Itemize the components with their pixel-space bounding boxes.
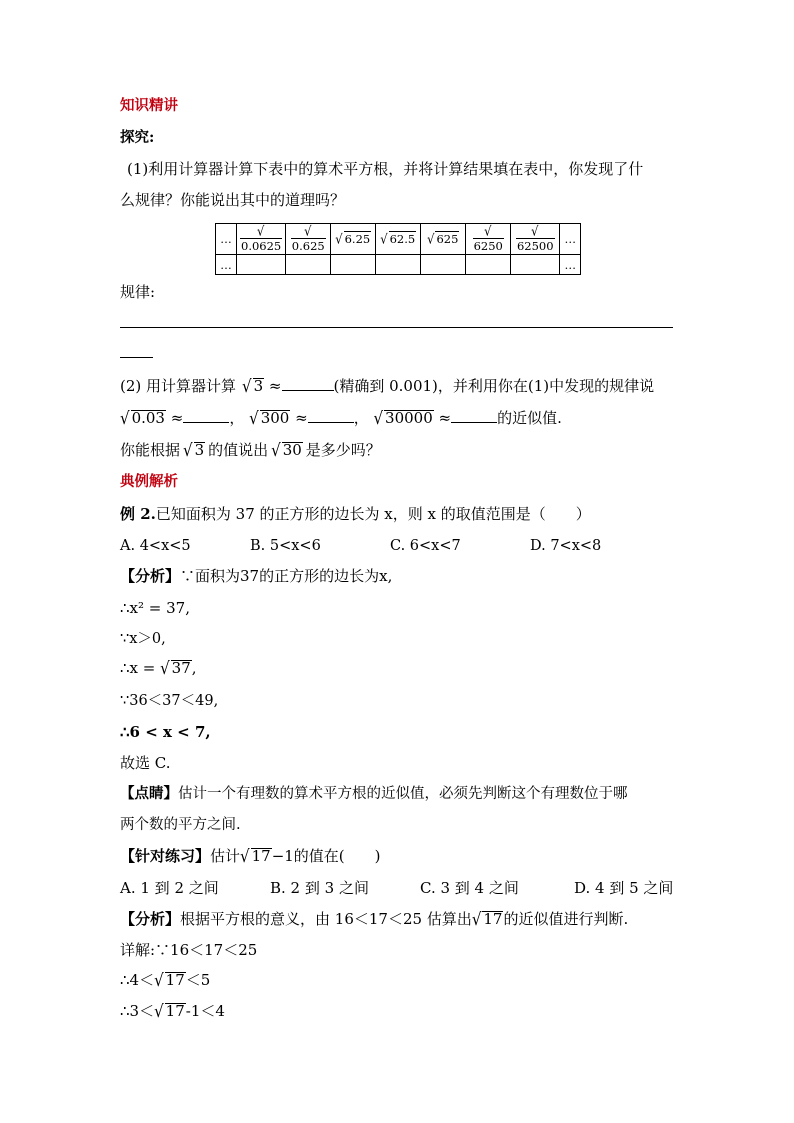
table-row: [216, 255, 581, 275]
analysis-step-1: ∴x² = 37,: [120, 599, 190, 617]
practice-analysis: 【分析】根据平方根的意义，由 16＜17＜25 估算出√ 17的近似值进行判断.: [120, 908, 629, 930]
practice-option-b: B. 2 到 3 之间: [270, 879, 369, 897]
example-option-d: D. 7<x<8: [530, 538, 602, 554]
tip-line-1: 【点睛】估计一个有理数的算术平方根的近似值，必须先判断这个有理数位于哪: [120, 785, 628, 802]
fill-blank[interactable]: [282, 376, 334, 391]
table-cell-radical: √0.0625: [237, 224, 286, 255]
table-cell-empty: [237, 255, 286, 275]
analysis-step-3: ∴x = √ 37,: [120, 657, 197, 679]
question-1-line-2: 么规律？你能说出其中的道理吗？: [120, 191, 346, 209]
question-1-line-1: (1)利用计算器计算下表中的算术平方根，并将计算结果填在表中，你发现了什: [127, 160, 644, 178]
detail-line-3: ∴3＜√ 17-1＜4: [120, 1000, 225, 1022]
example-option-b: B. 5<x<6: [250, 538, 321, 554]
answer-line-short: [120, 357, 153, 358]
example-option-a: A. 4<x<5: [120, 538, 191, 554]
practice-option-a: A. 1 到 2 之间: [120, 879, 219, 897]
table-cell-ellipsis: …: [216, 255, 237, 275]
detail-line-1: 详解:∵16＜17＜25: [120, 941, 258, 959]
table-cell-radical: √6250: [466, 224, 511, 255]
section-heading-knowledge: 知识精讲: [120, 97, 178, 114]
table-cell-ellipsis: …: [560, 224, 581, 255]
example-2-question: 例 2.已知面积为 37 的正方形的边长为 x，则 x 的取值范围是（ ）: [120, 505, 591, 523]
analysis-step-4: ∵36＜37＜49,: [120, 693, 219, 709]
explore-label: 探究:: [120, 129, 155, 146]
table-cell-radical: √62500: [511, 224, 560, 255]
example-analysis: 【分析】∵面积为37的正方形的边长为x,: [120, 567, 393, 585]
question-3: 你能根据 √ 3 的值说出 √ 30 是多少吗？: [120, 439, 381, 461]
table-cell-empty: [286, 255, 331, 275]
practice-option-d: D. 4 到 5 之间: [574, 879, 674, 897]
table-cell-radical: √ 62.5: [376, 224, 421, 255]
detail-line-2: ∴4＜√ 17＜5: [120, 969, 211, 991]
section-heading-examples: 典例解析: [120, 473, 178, 490]
table-cell-ellipsis: …: [216, 224, 237, 255]
analysis-conclusion: 故选 C.: [120, 754, 171, 772]
question-2-line-2: √ 0.03 ≈ ， √ 300 ≈ ， √ 30000 ≈ 的近似值.: [120, 407, 562, 429]
fill-blank[interactable]: [308, 408, 354, 423]
answer-line: [120, 327, 673, 328]
fill-blank[interactable]: [451, 408, 497, 423]
table-cell-ellipsis: …: [560, 255, 581, 275]
table-cell-empty: [466, 255, 511, 275]
rule-label: 规律:: [120, 283, 156, 301]
table-cell-empty: [421, 255, 466, 275]
example-option-c: C. 6<x<7: [390, 538, 461, 554]
fill-blank[interactable]: [183, 408, 229, 423]
practice-question: 【针对练习】估计√ 17−1的值在( ): [120, 845, 381, 867]
tip-line-2: 两个数的平方之间.: [120, 817, 241, 833]
table-cell-radical: √0.625: [286, 224, 331, 255]
table-cell-empty: [511, 255, 560, 275]
practice-option-c: C. 3 到 4 之间: [420, 879, 519, 897]
table-cell-radical: √ 625: [421, 224, 466, 255]
analysis-step-5: ∴6 < x < 7,: [120, 723, 211, 741]
question-2-line-1: (2) 用计算器计算 √ 3 ≈ (精确到 0.001)，并利用你在(1)中发现的规律说: [120, 375, 655, 397]
table-cell-empty: [331, 255, 376, 275]
sqrt-table: [215, 223, 581, 275]
table-row: [216, 224, 581, 255]
table-cell-radical: √ 6.25: [331, 224, 376, 255]
table-cell-empty: [376, 255, 421, 275]
analysis-step-2: ∵x＞0,: [120, 631, 166, 647]
